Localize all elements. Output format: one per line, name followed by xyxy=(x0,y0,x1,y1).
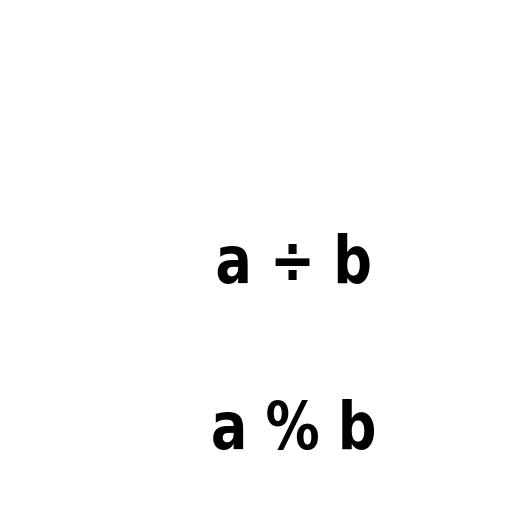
modulo-operator: % xyxy=(265,388,320,465)
operand-b: b xyxy=(333,222,373,299)
division-operator: ÷ xyxy=(269,222,316,299)
modulo-expression xyxy=(46,328,466,512)
operand-a: a xyxy=(215,222,252,299)
operand-b: b xyxy=(337,388,377,465)
operand-a: a xyxy=(210,388,248,465)
